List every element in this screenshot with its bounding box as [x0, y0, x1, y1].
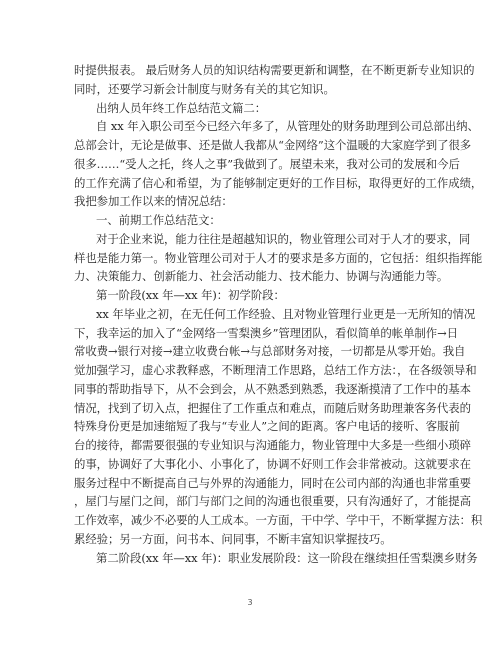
text-line: 常收费→银行对接→建立收费台帐→与总部财务对接，一切都是从零开始。我自	[74, 344, 466, 359]
text-line: 特殊身份更是加速缩短了我与“专业人”之间的距离。客户电话的接听、客服前	[74, 419, 460, 434]
text-line: 对于企业来说，能力往往是超越知识的，物业管理公司对于人才的要求，同	[96, 231, 471, 246]
text-line: 累经验；另一方面，问书本、问同事，不断丰富知识掌握技巧。	[74, 531, 392, 546]
text-line: 的事，协调好了大事化小、小事化了，协调不好则工作会非常被动。这就要求在	[74, 456, 471, 471]
text-line: 台的接待，都需要很强的专业知识与沟通能力，物业管理中大多是一些细小琐碎	[74, 438, 471, 452]
text-line: 觉加强学习，虚心求教释惑，不断理清工作思路，总结工作方法：，在各级领导和	[74, 363, 477, 377]
text-line: 第二阶段(xx 年—xx 年)：职业发展阶段：这一阶段在继续担任雪梨澳乡财务	[96, 550, 478, 565]
text-line: 样也是能力第一。物业管理公司对于人才的要求是多方面的，它包括：组织指挥能	[74, 250, 483, 265]
text-line: 力、决策能力、创新能力、社会活动能力、技术能力、协调与沟通能力等。	[74, 269, 449, 284]
text-line: 下，我幸运的加入了“金网络一雪梨澳乡”管理团队，看似简单的帐单制作→日	[74, 325, 458, 340]
text-line: 很多……“受人之托，终人之事”我做到了。展望未来，我对公司的发展和今后	[74, 156, 460, 171]
text-line: 第一阶段(xx 年—xx 年)：初学阶段：	[96, 288, 285, 302]
page-number: 3	[247, 598, 253, 607]
text-line: 服务过程中不断提高自己与外界的沟通能力，同时在公司内部的沟通也非常重要	[74, 475, 471, 490]
text-line: 出纳人员年终工作总结范文篇二：	[96, 100, 267, 115]
text-line: 一、前期工作总结范文：	[96, 213, 221, 227]
document-body	[74, 61, 483, 567]
text-line: 我把参加工作以来的情况总结：	[74, 194, 233, 209]
text-line: 时提供报表。 最后财务人员的知识结构需要更新和调整，在不断更新专业知识的	[74, 63, 475, 77]
text-line: 总部会计，无论是做事、还是做人我都从“金网络”这个温暖的大家庭学到了很多	[74, 138, 472, 152]
text-line: 情况，找到了切入点，把握住了工作重点和难点，而随后财务助理兼客务代表的	[74, 400, 471, 415]
text-line: ，屋门与屋门之间，部门与部门之间的沟通也很重要，只有沟通好了，才能提高	[74, 494, 471, 509]
text-line: xx 年毕业之初，在无任何工作经验、且对物业管理行业更是一无所知的情况	[96, 306, 476, 321]
text-line: 同事的帮助指导下，从不会到会，从不熟悉到熟悉，我逐渐摸清了工作中的基本	[74, 381, 471, 396]
text-line: 工作效率，减少不必要的人工成本。一方面，干中学、学中干，不断掌握方法：积	[74, 513, 483, 527]
text-line: 的工作充满了信心和希望，为了能够制定更好的工作目标，取得更好的工作成绩，	[74, 175, 483, 190]
text-line: 自 xx 年入职公司至今已经六年多了，从管理处的财务助理到公司总部出纳、	[96, 119, 479, 134]
text-line: 同时，还要学习新会计制度与财务有关的其它知识。	[74, 81, 335, 96]
